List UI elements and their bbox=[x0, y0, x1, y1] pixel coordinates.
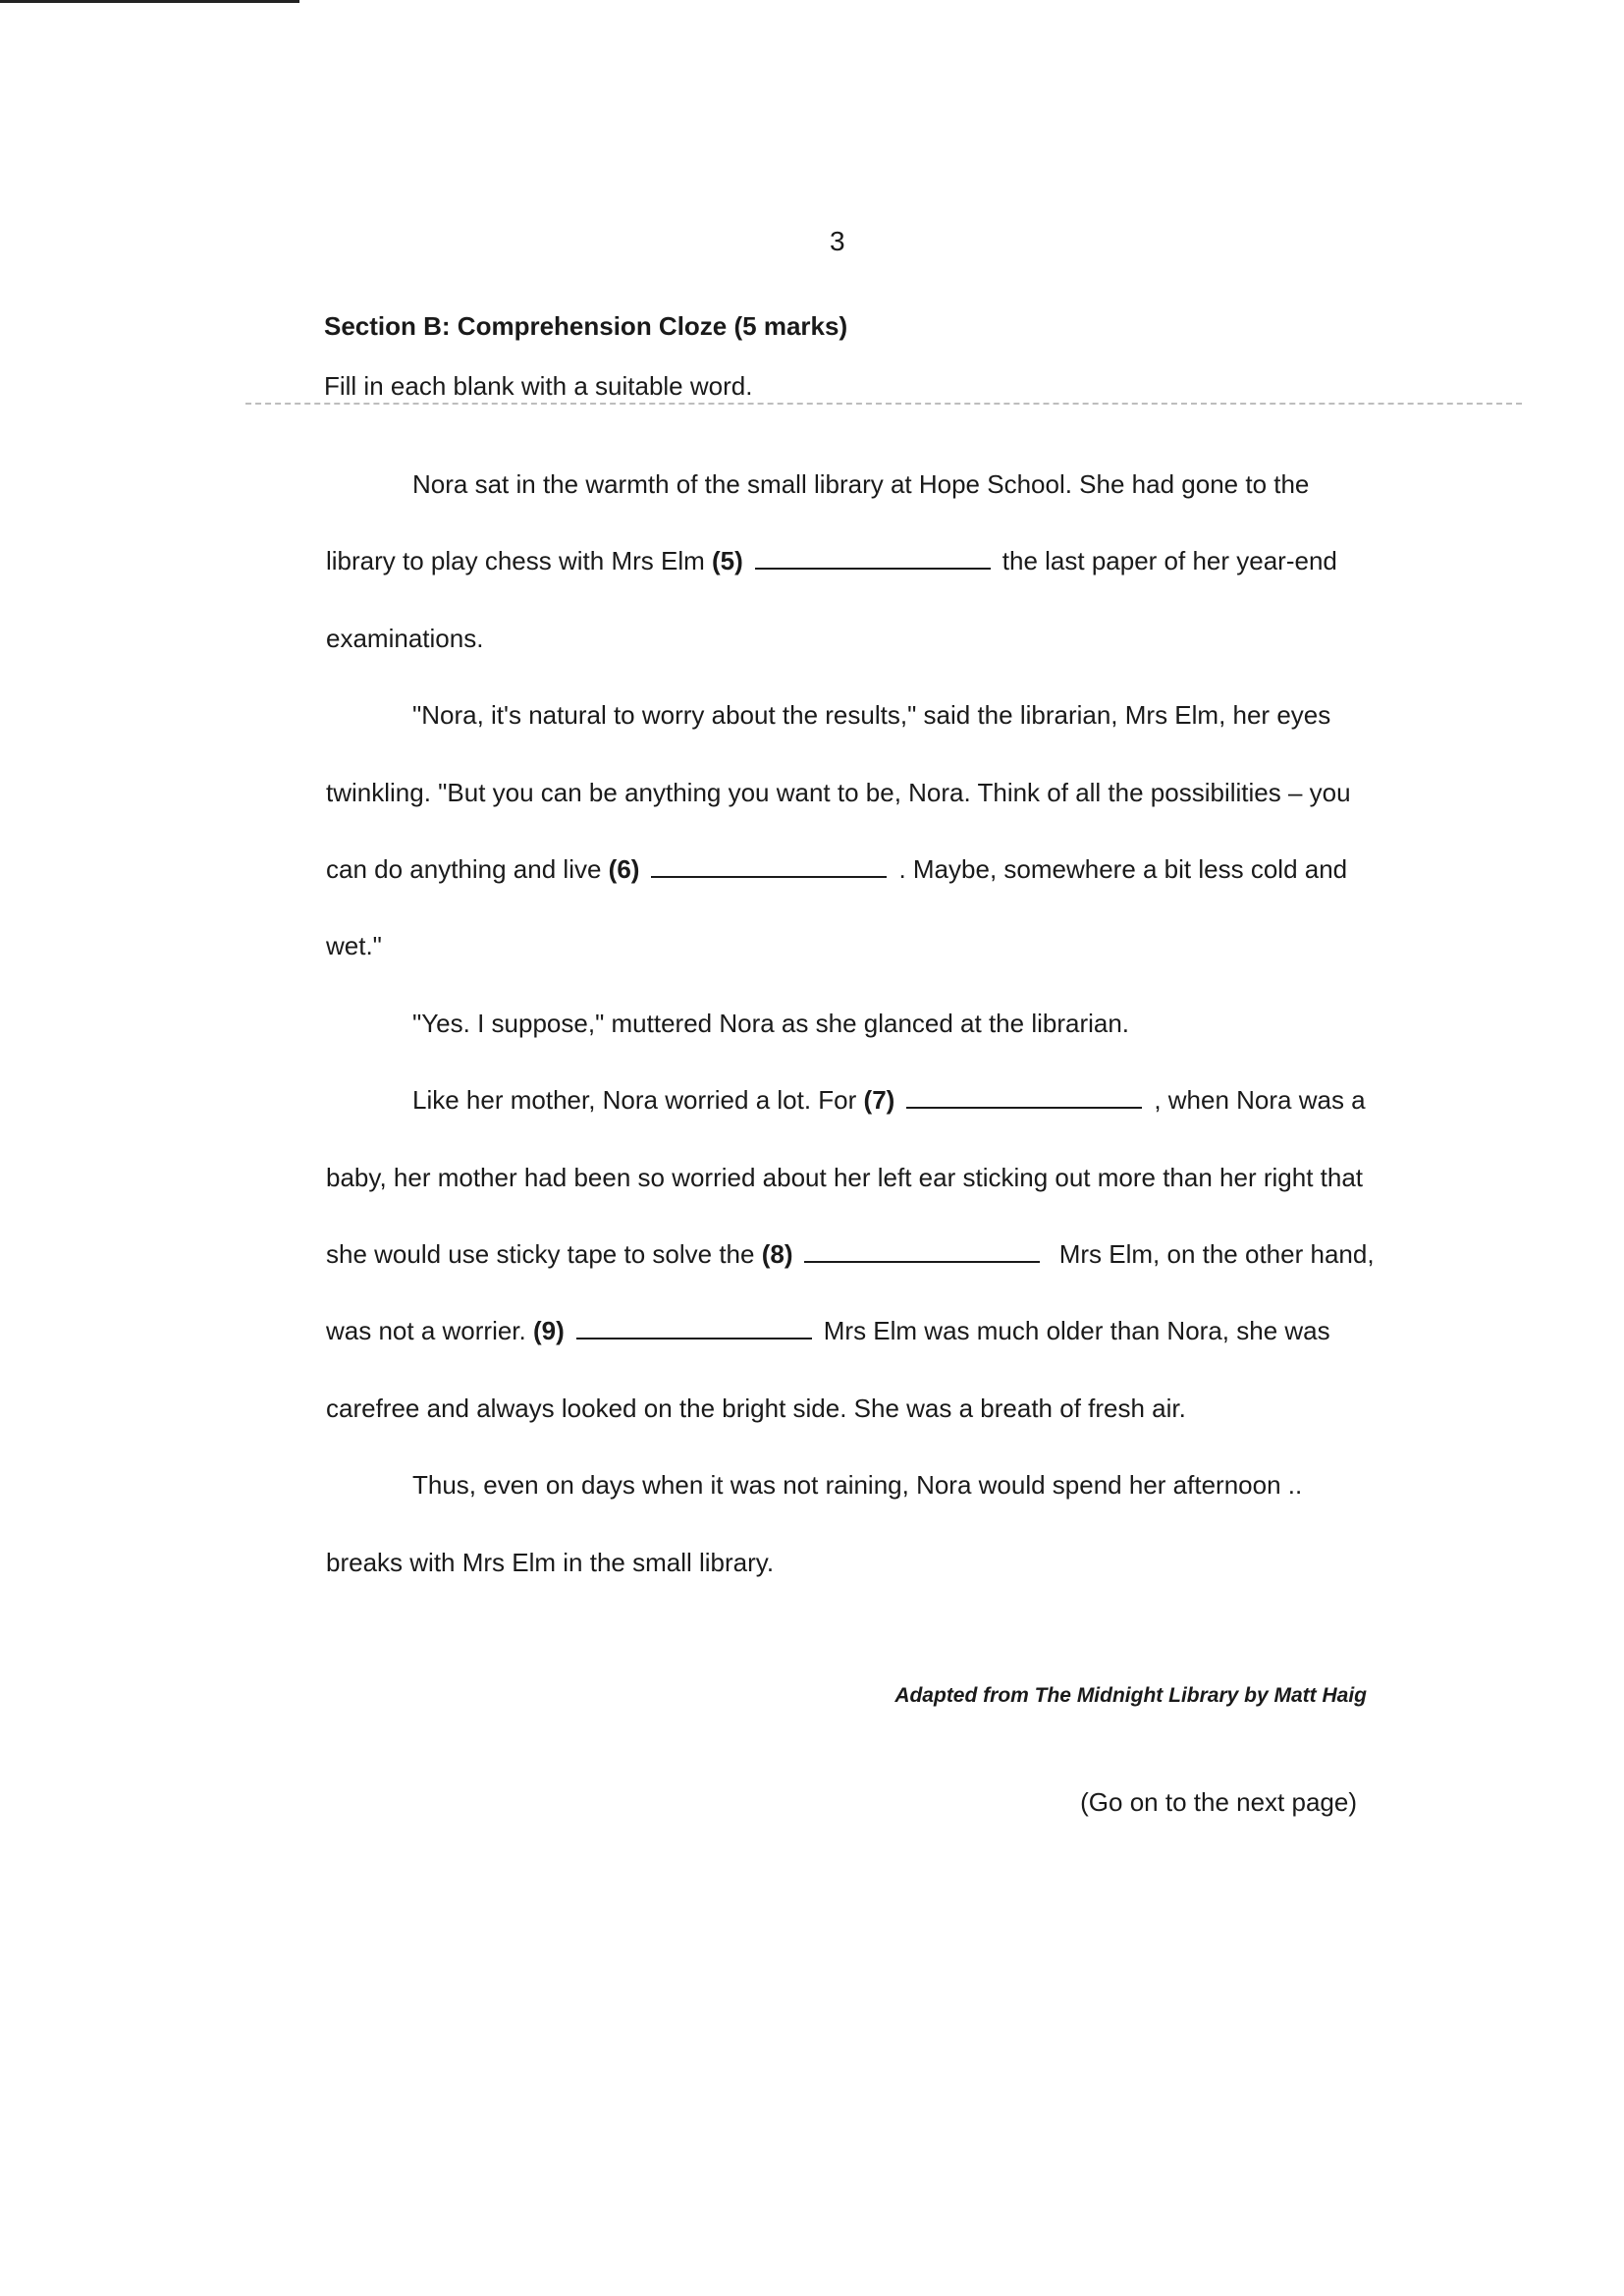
blank-8[interactable] bbox=[804, 1260, 1040, 1263]
p4-text-before: Like her mother, Nora worried a lot. For bbox=[412, 1085, 857, 1116]
section-heading: Section B: Comprehension Cloze (5 marks) bbox=[324, 311, 848, 341]
p1-text-before: Nora sat in the warmth of the small library at Hope School. She had gone to the library to play chess with Mrs Elm bbox=[326, 469, 1310, 576]
p2-text-before: "Nora, it's natural to worry about the results," said the librarian, Mrs Elm, her eyes twinkling. "But you can be anything you want to be, Nora. Think of all the possibilities – you can do anything and live bbox=[326, 700, 1351, 885]
blank-number-9: (9) bbox=[532, 1316, 565, 1346]
paragraph-4 bbox=[326, 1062, 1379, 1447]
source-attribution: Adapted from The Midnight Library by Matt Haig bbox=[894, 1684, 1367, 1707]
paragraph-2 bbox=[326, 677, 1379, 985]
p4-text-mid-1: , when Nora was a baby, her mother had been so worried about her left ear sticking out more than her right that she would use sticky tape to solve the bbox=[326, 1085, 1366, 1270]
page-number: 3 bbox=[830, 226, 845, 256]
blank-number-8: (8) bbox=[761, 1239, 793, 1270]
cloze-passage bbox=[326, 446, 1379, 1601]
p1-text-after: the last paper of her year-end examinations. bbox=[326, 546, 1337, 653]
blank-7[interactable] bbox=[906, 1106, 1142, 1109]
p4-text-after: Mrs Elm was much older than Nora, she was carefree and always looked on the bright side. She was a breath of fresh air. bbox=[326, 1316, 1330, 1423]
blank-5[interactable] bbox=[755, 567, 991, 570]
p5-text: Thus, even on days when it was not raining, Nora would spend her afternoon .. breaks with Mrs Elm in the small library. bbox=[326, 1470, 1303, 1577]
blank-number-5: (5) bbox=[712, 546, 743, 576]
instruction-text: Fill in each blank with a suitable word. bbox=[324, 371, 753, 401]
paragraph-1 bbox=[326, 446, 1379, 677]
blank-number-6: (6) bbox=[608, 854, 640, 885]
blank-9[interactable] bbox=[576, 1337, 812, 1339]
p3-text: "Yes. I suppose," muttered Nora as she glanced at the librarian. bbox=[412, 1008, 1130, 1038]
p4-text-mid-2: Mrs Elm, on the other hand, was not a worrier. bbox=[326, 1239, 1375, 1346]
p2-text-after: . Maybe, somewhere a bit less cold and wet." bbox=[326, 854, 1348, 961]
paragraph-3 bbox=[326, 985, 1379, 1062]
paragraph-5 bbox=[326, 1447, 1379, 1601]
footer-next-page: (Go on to the next page) bbox=[1080, 1787, 1357, 1817]
blank-6[interactable] bbox=[651, 875, 887, 878]
dashed-divider bbox=[245, 403, 1522, 405]
blank-number-7: (7) bbox=[863, 1085, 895, 1116]
top-edge-rule bbox=[0, 0, 299, 3]
